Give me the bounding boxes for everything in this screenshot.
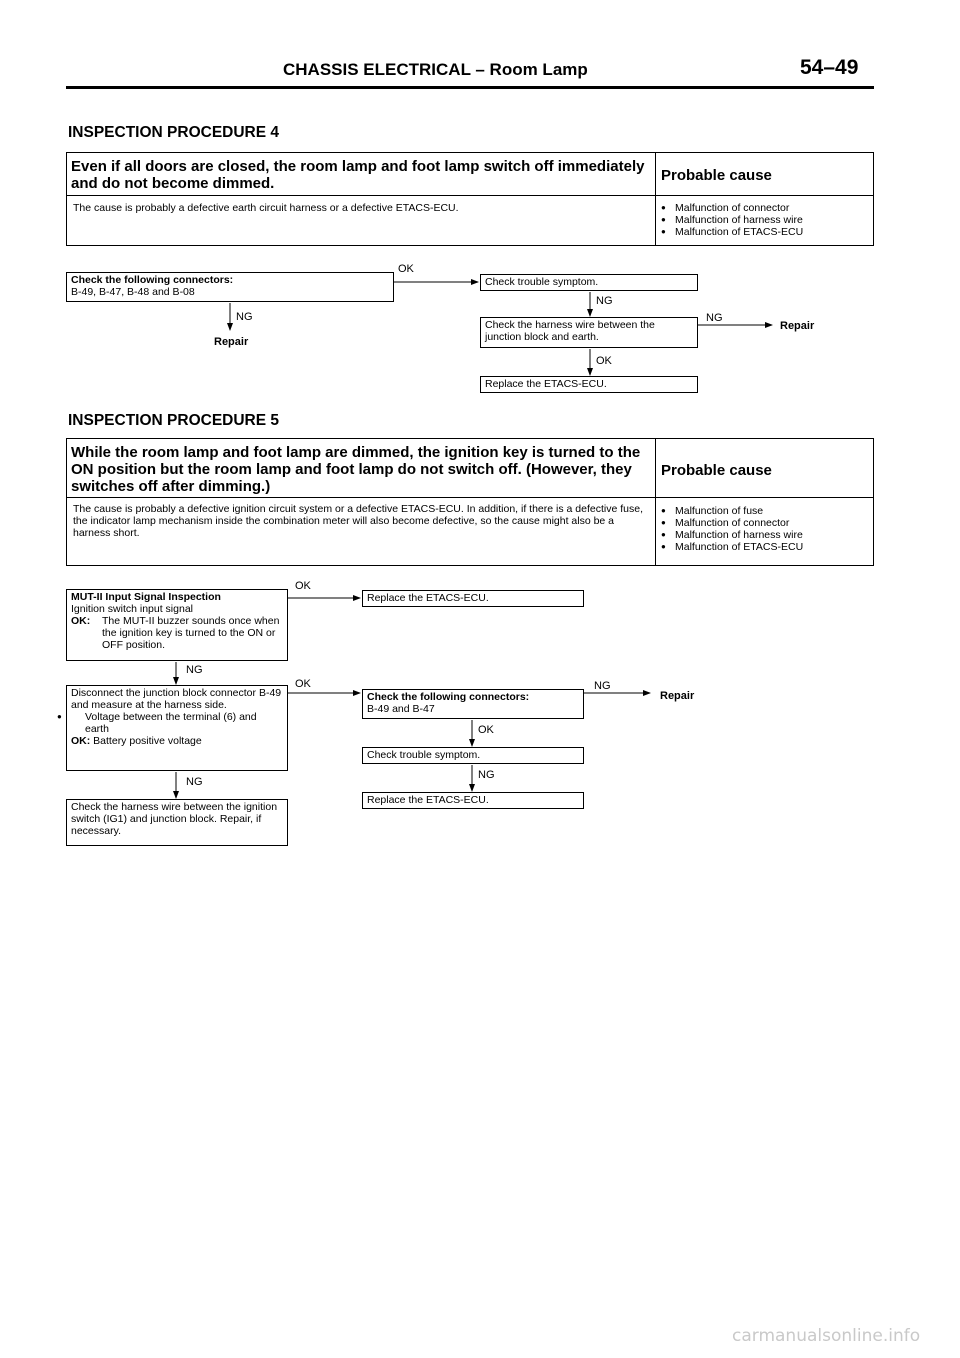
procedure-4-description: The cause is probably a defective earth circuit harness or a defective ETACS-ECU. <box>73 202 459 214</box>
ok-criteria-text: Battery positive voltage <box>93 735 202 747</box>
box-body: B-49 and B-47 <box>367 703 435 715</box>
ok-label: OK <box>478 724 494 736</box>
box-title: Check the following connectors: <box>367 691 530 703</box>
page-header-title: CHASSIS ELECTRICAL – Room Lamp <box>283 60 588 79</box>
box-body: B-49, B-47, B-48 and B-08 <box>71 286 195 298</box>
check-harness-wire-box: Check the harness wire between the junction block and earth. <box>480 317 698 348</box>
check-trouble-symptom-box: Check trouble symptom. <box>362 747 584 764</box>
replace-ecu-box: Replace the ETACS-ECU. <box>362 590 584 607</box>
procedure-4-heading: INSPECTION PROCEDURE 4 <box>68 124 280 141</box>
cause-item: ● Malfunction of connector <box>661 202 803 214</box>
check-trouble-symptom-box: Check trouble symptom. <box>480 274 698 291</box>
check-ignition-harness-box: Check the harness wire between the ignition switch (IG1) and junction block. Repair, if necessary. <box>66 799 288 846</box>
watermark-text: carmanualsonline.info <box>732 1326 921 1346</box>
ok-label: OK <box>295 580 311 592</box>
ok-label: OK <box>398 263 414 275</box>
procedure-5-heading: INSPECTION PROCEDURE 5 <box>68 412 280 429</box>
ok-label: OK <box>295 678 311 690</box>
procedure-5-cause-header: Probable cause <box>661 462 772 479</box>
repair-label: Repair <box>780 320 815 332</box>
repair-label: Repair <box>214 336 249 348</box>
page-number: 54–49 <box>800 56 859 79</box>
ng-label: NG <box>236 311 253 323</box>
cause-item: ● Malfunction of fuse <box>661 505 803 517</box>
ng-label: NG <box>478 769 495 781</box>
box-bullet: ● Voltage between the terminal (6) and earth <box>71 711 283 735</box>
ok-criteria-label: OK: <box>71 615 91 627</box>
ng-label: NG <box>706 312 723 324</box>
repair-label: Repair <box>660 690 695 702</box>
cause-item: ● Malfunction of connector <box>661 517 803 529</box>
ng-label: NG <box>594 680 611 692</box>
ng-label: NG <box>596 295 613 307</box>
ok-label: OK <box>596 355 612 367</box>
ok-criteria-text: The MUT-II buzzer sounds once when the ignition key is turned to the ON or OFF position. <box>102 615 280 651</box>
cause-item: ● Malfunction of ETACS-ECU <box>661 541 803 553</box>
box-title: Check the following connectors: <box>71 274 234 286</box>
cause-item: ● Malfunction of harness wire <box>661 214 803 226</box>
cause-item: ● Malfunction of ETACS-ECU <box>661 226 803 238</box>
replace-ecu-box: Replace the ETACS-ECU. <box>480 376 698 393</box>
ok-criteria-label: OK: <box>71 735 91 747</box>
procedure-4-cause-header: Probable cause <box>661 167 772 184</box>
cause-item: ● Malfunction of harness wire <box>661 529 803 541</box>
procedure-4-symptom: Even if all doors are closed, the room lamp and foot lamp switch off immediately and do not become dimmed. <box>71 158 645 192</box>
box-text: Disconnect the junction block connector B-49 and measure at the harness side. <box>71 687 282 711</box>
box-line: Ignition switch input signal <box>71 603 193 615</box>
ng-label: NG <box>186 776 203 788</box>
procedure-5-description: The cause is probably a defective ignition circuit system or a defective ETACS-ECU. In addition, if there is a defective fuse, the indicator lamp mechanism inside the combination meter will also become defective, so the cause might also be a harness short. <box>73 503 643 539</box>
ng-label: NG <box>186 664 203 676</box>
replace-ecu-box: Replace the ETACS-ECU. <box>362 792 584 809</box>
box-title: MUT-II Input Signal Inspection <box>71 591 221 603</box>
procedure-5-symptom: While the room lamp and foot lamp are dimmed, the ignition key is turned to the ON position but the room lamp and foot lamp do not switch off. (However, they switches off after dimming.) <box>71 444 641 495</box>
